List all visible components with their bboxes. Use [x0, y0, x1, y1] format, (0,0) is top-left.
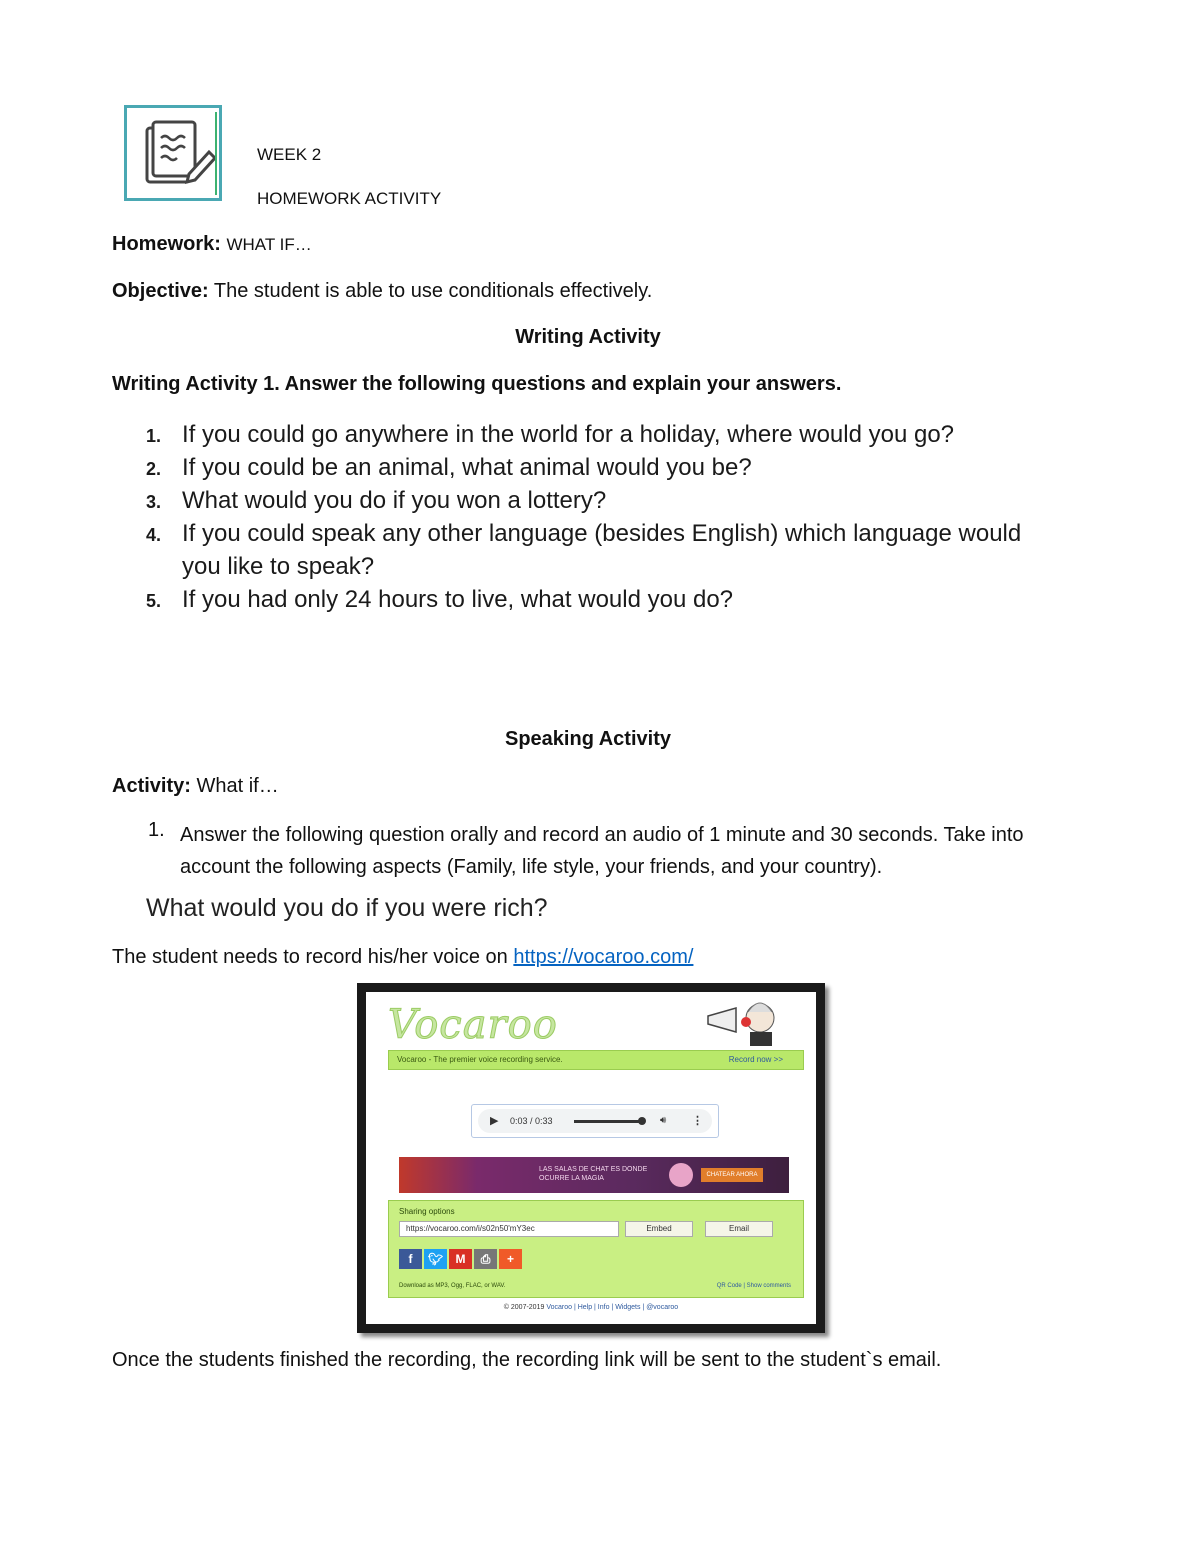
activity-label: Activity: — [112, 775, 191, 797]
activity-line — [112, 775, 279, 798]
sharing-label: Sharing options — [399, 1207, 455, 1216]
record-text: The student needs to record his/her voice on — [112, 946, 514, 968]
vocaroo-logo: Vocaroo — [388, 1002, 558, 1048]
list-item: 5. If you had only 24 hours to live, what would you do? — [146, 586, 734, 613]
footer-links[interactable]: Vocaroo | Help | Info | Widgets | @vocaroo — [546, 1304, 679, 1311]
ad-logo-icon — [669, 1163, 693, 1187]
list-item: 1. If you could go anywhere in the world for a holiday, where would you go? — [146, 421, 955, 448]
print-icon[interactable]: ⎙ — [474, 1249, 497, 1269]
twitter-icon[interactable]: 🐦︎ — [424, 1249, 447, 1269]
list-item: 4. If you could speak any other language (besides English) which language would you like to speak? — [146, 520, 1022, 580]
qr-code-link[interactable]: QR Code | Show comments — [716, 1283, 791, 1289]
record-instruction — [112, 946, 693, 969]
embed-button[interactable]: Embed — [625, 1221, 693, 1237]
progress-thumb[interactable] — [638, 1117, 646, 1125]
gmail-icon[interactable]: M — [449, 1249, 472, 1269]
vocaroo-footer — [366, 1304, 816, 1311]
writing-heading: Writing Activity — [515, 326, 661, 348]
ad-text: LAS SALAS DE CHAT ES DONDE OCURRE LA MAGIA — [539, 1166, 648, 1182]
advertisement-banner[interactable] — [399, 1157, 789, 1193]
footer-copyright: © 2007-2019 — [503, 1304, 545, 1311]
homework-label: Homework: — [112, 233, 221, 255]
vocaroo-link[interactable]: https://vocaroo.com/ — [513, 946, 694, 968]
homework-icon-frame — [124, 105, 222, 201]
add-share-icon[interactable]: + — [499, 1249, 522, 1269]
speaking-item-text: Answer the following question orally and record an audio of 1 minute and 30 seconds. Take into account the following aspects (Family, life style, your friends, and your country). — [180, 824, 1024, 878]
notepad-pencil-icon — [127, 108, 219, 198]
play-icon[interactable]: ▶ — [490, 1115, 499, 1127]
objective-line — [112, 280, 652, 303]
share-url-field[interactable]: https://vocaroo.com/i/s02n50'mY3ec — [399, 1221, 619, 1237]
megaphone-mascot-icon — [696, 998, 784, 1048]
email-button[interactable]: Email — [705, 1221, 773, 1237]
speaking-item-number: 1. — [148, 819, 165, 841]
homework-activity-title: HOMEWORK ACTIVITY — [257, 189, 442, 208]
activity-value: What if… — [196, 775, 279, 797]
facebook-icon[interactable]: f — [399, 1249, 422, 1269]
list-item: 3. What would you do if you won a lottery? — [146, 487, 607, 514]
list-item: 2. If you could be an animal, what animal would you be? — [146, 454, 752, 481]
objective-label: Objective: — [112, 280, 209, 302]
homework-value: WHAT IF… — [226, 235, 312, 254]
vocaroo-tagline-bar — [388, 1050, 804, 1070]
writing-question-list — [146, 418, 1062, 616]
player-time: 0:03 / 0:33 — [510, 1116, 553, 1126]
speaking-heading: Speaking Activity — [505, 728, 671, 750]
homework-line — [112, 233, 312, 256]
more-options-icon[interactable]: ⋮ — [692, 1115, 703, 1127]
record-now-link[interactable]: Record now >> — [728, 1055, 783, 1064]
progress-track[interactable] — [574, 1120, 640, 1123]
writing-instruction: Writing Activity 1. Answer the following questions and explain your answers. — [112, 373, 842, 395]
audio-player — [471, 1104, 719, 1138]
download-formats[interactable]: Download as MP3, Ogg, FLAC, or WAV. — [399, 1283, 506, 1289]
vocaroo-tagline: Vocaroo - The premier voice recording service. — [397, 1055, 563, 1064]
sharing-panel — [388, 1200, 804, 1298]
speaking-question: What would you do if you were rich? — [146, 894, 548, 922]
ad-button[interactable]: CHATEAR AHORA — [701, 1168, 763, 1182]
closing-note: Once the students finished the recording, the recording link will be sent to the student`s email. — [112, 1349, 942, 1371]
social-share-icons — [399, 1249, 522, 1269]
header-accent-line — [215, 112, 217, 195]
week-label: WEEK 2 — [257, 145, 322, 164]
volume-icon[interactable]: 🔊︎ — [660, 1115, 667, 1126]
vocaroo-screenshot — [357, 983, 825, 1333]
objective-value: The student is able to use conditionals effectively. — [213, 280, 653, 302]
